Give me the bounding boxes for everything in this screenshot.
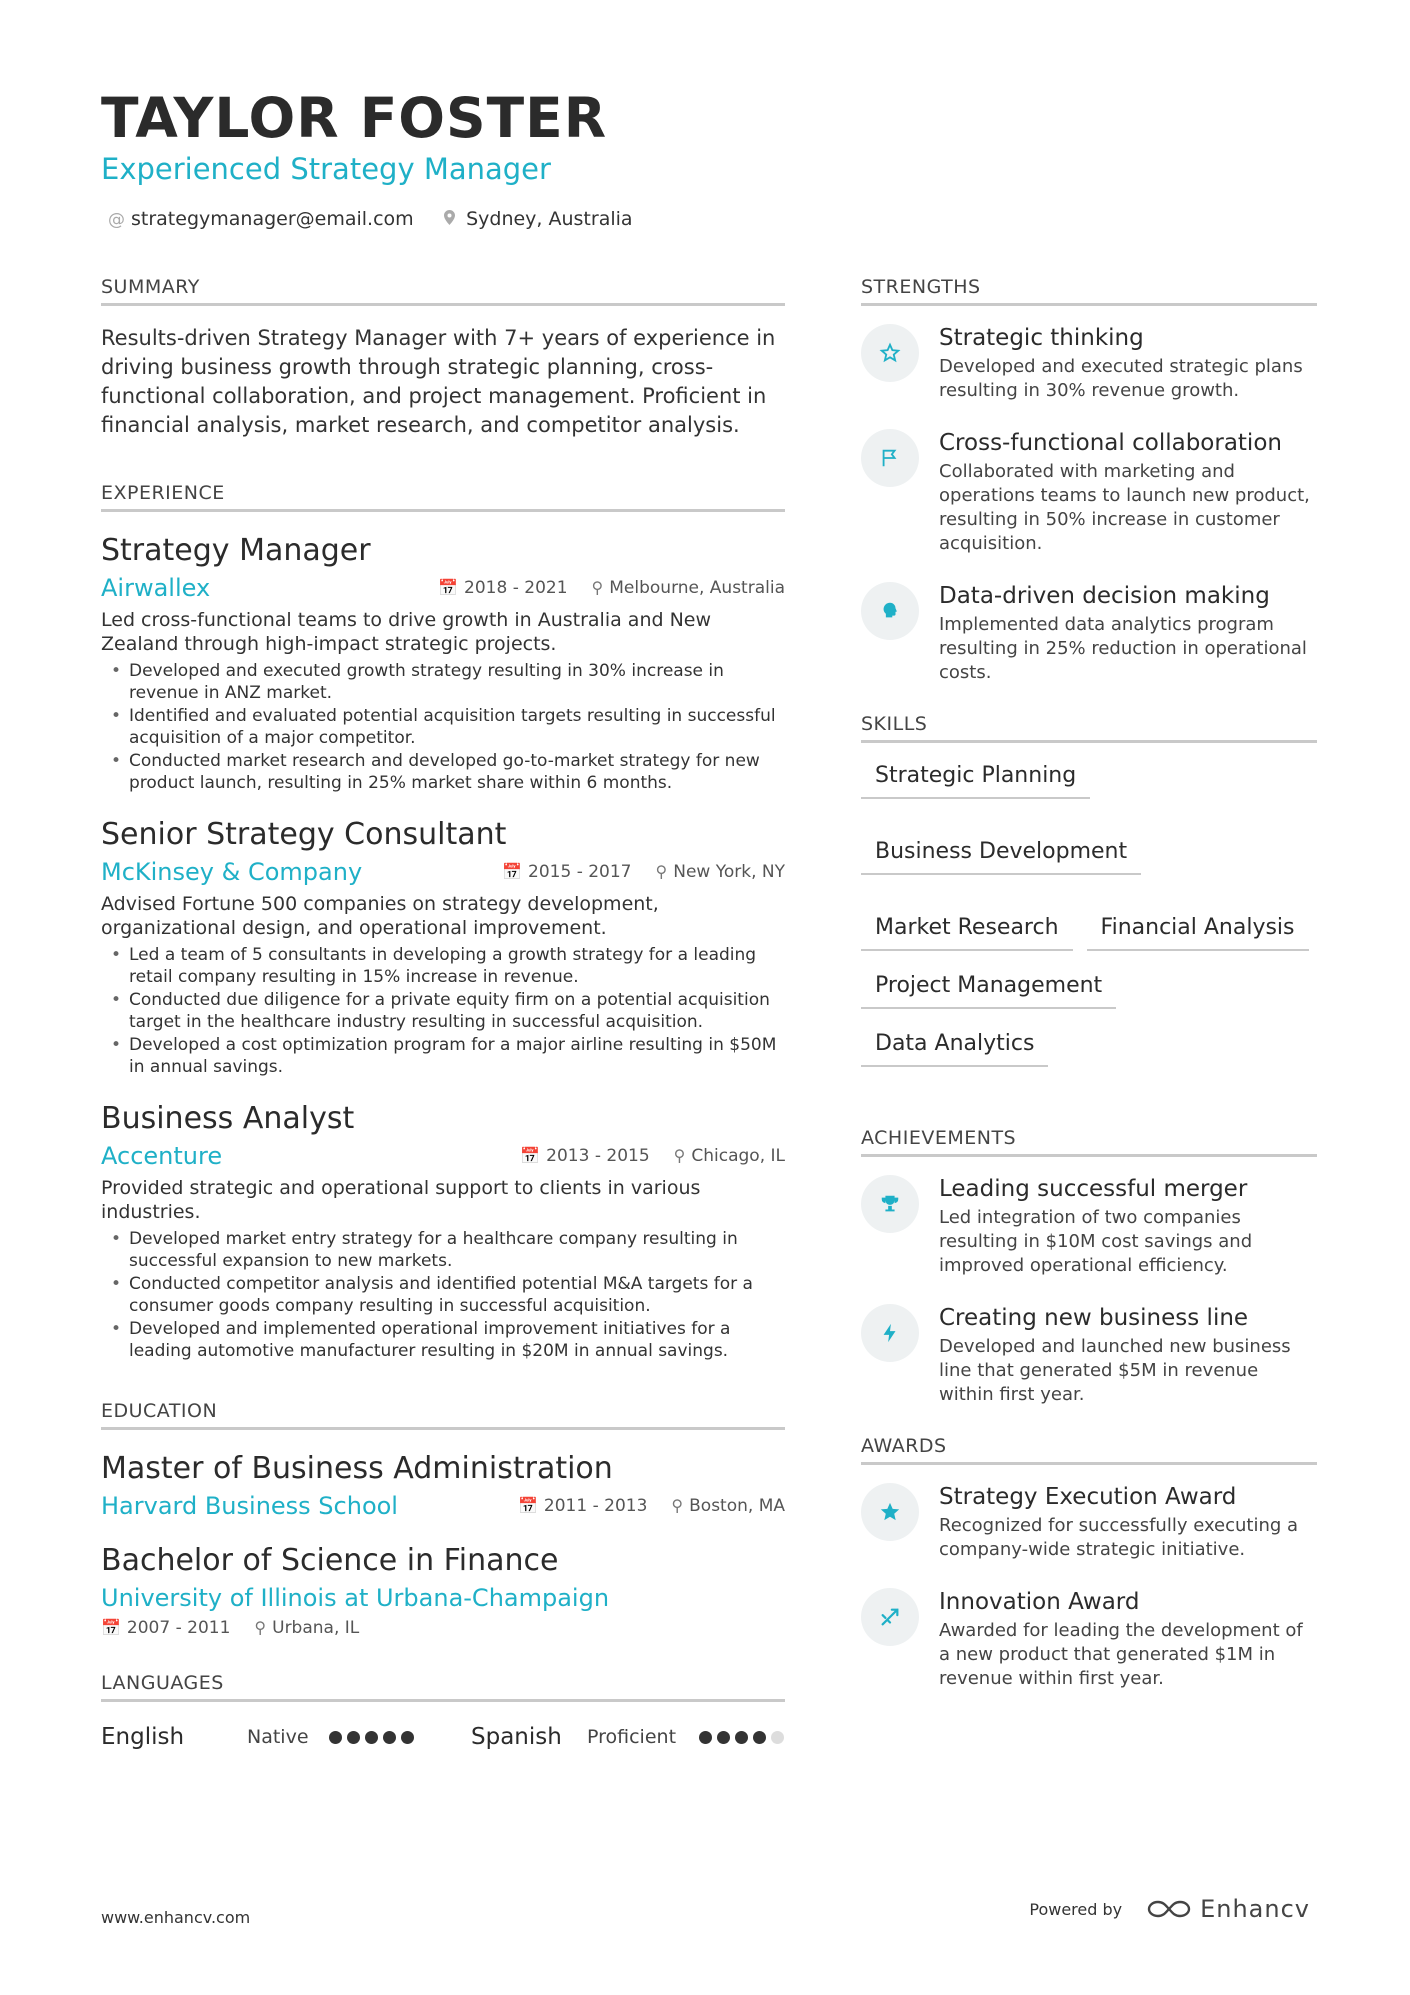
- brand-text: Enhancv: [1200, 1895, 1310, 1923]
- pin-icon: ⚲: [655, 862, 668, 881]
- rating-dot: [329, 1731, 342, 1744]
- dates-text: 2007 - 2011: [126, 1618, 231, 1638]
- location-text: Boston, MA: [689, 1496, 785, 1516]
- strengths-heading: STRENGTHS: [861, 276, 1317, 306]
- education-section: [101, 1400, 785, 1638]
- location-text: Chicago, IL: [691, 1146, 785, 1166]
- languages-heading: LANGUAGES: [101, 1672, 785, 1702]
- star-icon: [861, 1483, 919, 1541]
- lightning-icon: [861, 1304, 919, 1362]
- item-description: Implemented data analytics program resulting in 25% reduction in operational costs.: [939, 614, 1307, 683]
- item-body: [939, 1175, 1317, 1278]
- rating-dot: [347, 1731, 360, 1744]
- school-name: Harvard Business School: [101, 1492, 398, 1520]
- dates-text: 2011 - 2013: [543, 1496, 648, 1516]
- email-text: strategymanager@email.com: [131, 208, 414, 230]
- language-name: English: [101, 1724, 185, 1750]
- rating-dot: [401, 1731, 414, 1744]
- achievements-item: [861, 1175, 1317, 1278]
- job-row: [101, 1142, 785, 1170]
- bullet-item: • Led a team of 5 consultants in developing a growth strategy for a leading retail company resulting in 15% increase in revenue.: [101, 944, 785, 988]
- dates-text: 2018 - 2021: [464, 578, 568, 598]
- experience-section: [101, 482, 785, 1362]
- location-contact: [444, 208, 633, 230]
- education-row: [101, 1492, 785, 1520]
- experience-item: [101, 1100, 785, 1362]
- footer-branding: [1029, 1895, 1310, 1923]
- degree-title: Bachelor of Science in Finance: [101, 1543, 559, 1578]
- school-name: University of Illinois at Urbana-Champaign: [101, 1584, 610, 1612]
- item-description: Led integration of two companies resulting in $10M cost savings and improved operational efficiency.: [939, 1207, 1253, 1276]
- flag-icon: [861, 429, 919, 487]
- bullet-item: • Conducted market research and developed go-to-market strategy for new product launch, resulting in 25% market share within 6 months.: [101, 750, 785, 794]
- education-location: [254, 1618, 359, 1638]
- bullet-item: • Developed a cost optimization program for a major airline resulting in $50M in annual savings.: [101, 1034, 785, 1078]
- job-meta: [520, 1146, 785, 1166]
- job-description: Advised Fortune 500 companies on strategy development, organizational design, and operational improvement.: [101, 893, 659, 939]
- location-text: Urbana, IL: [272, 1618, 360, 1638]
- education-item: [101, 1450, 785, 1520]
- contact-info: [108, 208, 633, 230]
- rating-dot: [383, 1731, 396, 1744]
- awards-heading: AWARDS: [861, 1435, 1317, 1465]
- rating-dot: [735, 1731, 748, 1744]
- calendar-icon: 📅: [518, 1496, 538, 1515]
- job-dates: [438, 578, 567, 598]
- candidate-title: Experienced Strategy Manager: [101, 152, 551, 186]
- degree-title: Master of Business Administration: [101, 1451, 613, 1486]
- pin-icon: ⚲: [591, 578, 604, 597]
- pin-icon: ⚲: [254, 1618, 267, 1637]
- enhancv-logo-icon: [1146, 1898, 1192, 1920]
- awards-section: [861, 1435, 1317, 1691]
- job-row: [101, 858, 785, 886]
- job-bullets: [101, 660, 785, 794]
- education-item: [101, 1542, 785, 1638]
- skill-tag: Strategic Planning: [861, 759, 1090, 799]
- job-description: Provided strategic and operational support to clients in various industries.: [101, 1177, 701, 1223]
- achievements-heading: ACHIEVEMENTS: [861, 1127, 1317, 1157]
- pin-icon: ⚲: [671, 1496, 684, 1515]
- skill-tag: Market Research: [861, 911, 1073, 951]
- item-body: [939, 429, 1317, 556]
- item-title: Innovation Award: [939, 1589, 1140, 1615]
- company-name: Accenture: [101, 1142, 223, 1170]
- language-rating: [699, 1731, 784, 1744]
- rating-dot: [717, 1731, 730, 1744]
- job-location: [674, 1146, 785, 1166]
- skill-tag: Financial Analysis: [1087, 911, 1309, 951]
- language-rating: [329, 1731, 414, 1744]
- language-level: Native: [247, 1726, 309, 1748]
- education-meta: [101, 1618, 785, 1638]
- languages-row: [101, 1724, 785, 1750]
- summary-text: Results-driven Strategy Manager with 7+ years of experience in driving business growth through strategic planning, cross-functional collaboration, and project management. Proficient in financial analysis, market research, and competitor analysis.: [101, 326, 776, 437]
- education-dates: [518, 1496, 647, 1516]
- awards-item: [861, 1483, 1317, 1562]
- footer-website[interactable]: www.enhancv.com: [101, 1908, 251, 1927]
- job-dates: [502, 862, 631, 882]
- dates-text: 2015 - 2017: [528, 862, 632, 882]
- pin-icon: [444, 210, 460, 230]
- education-meta: [518, 1496, 785, 1516]
- at-icon: @: [108, 210, 125, 230]
- skill-tag: Data Analytics: [861, 1027, 1048, 1067]
- job-title: Senior Strategy Consultant: [101, 817, 507, 852]
- location-text: Sydney, Australia: [466, 208, 633, 230]
- item-description: Recognized for successfully executing a company-wide strategic initiative.: [939, 1515, 1299, 1560]
- skills-list: [861, 759, 1317, 1067]
- education-heading: EDUCATION: [101, 1400, 785, 1430]
- calendar-icon: 📅: [520, 1146, 541, 1165]
- awards-item: [861, 1588, 1317, 1691]
- candidate-name: TAYLOR FOSTER: [101, 86, 608, 150]
- skill-tag: Business Development: [861, 835, 1141, 875]
- strengths-item: [861, 429, 1317, 556]
- location-text: New York, NY: [673, 862, 785, 882]
- education-dates: [101, 1618, 230, 1638]
- item-description: Awarded for leading the development of a new product that generated $1M in revenue within first year.: [939, 1620, 1303, 1689]
- summary-section: [101, 276, 785, 440]
- item-description: Collaborated with marketing and operations teams to launch new product, resulting in 50% increase in customer acquisition.: [939, 461, 1310, 554]
- language-name: Spanish: [471, 1724, 562, 1750]
- item-body: [939, 1483, 1317, 1562]
- job-meta: [502, 862, 785, 882]
- languages-section: [101, 1672, 785, 1750]
- item-title: Cross-functional collaboration: [939, 430, 1282, 456]
- summary-heading: SUMMARY: [101, 276, 785, 306]
- achievements-item: [861, 1304, 1317, 1407]
- item-body: [939, 582, 1317, 685]
- trophy-icon: [861, 1175, 919, 1233]
- item-body: [939, 1304, 1317, 1407]
- experience-item: [101, 816, 785, 1078]
- item-description: Developed and launched new business line that generated $5M in revenue within first year.: [939, 1336, 1291, 1405]
- bullet-item: • Developed and executed growth strategy resulting in 30% increase in revenue in ANZ market.: [101, 660, 785, 704]
- item-title: Leading successful merger: [939, 1176, 1248, 1202]
- job-meta: [438, 578, 785, 598]
- item-body: [939, 324, 1317, 403]
- job-location: [592, 578, 785, 598]
- rating-dot: [365, 1731, 378, 1744]
- job-title: Business Analyst: [101, 1101, 355, 1136]
- calendar-icon: 📅: [101, 1618, 121, 1637]
- item-title: Strategy Execution Award: [939, 1484, 1237, 1510]
- item-body: [939, 1588, 1317, 1691]
- bullet-item: • Conducted due diligence for a private equity firm on a potential acquisition target in the healthcare industry resulting in successful acquisition.: [101, 989, 785, 1033]
- dates-text: 2013 - 2015: [546, 1146, 650, 1166]
- brain-icon: [861, 582, 919, 640]
- email-contact[interactable]: [108, 208, 414, 230]
- rating-dot: [699, 1731, 712, 1744]
- item-title: Data-driven decision making: [939, 583, 1270, 609]
- strengths-item: [861, 582, 1317, 685]
- strengths-section: [861, 276, 1317, 685]
- experience-item: [101, 532, 785, 794]
- job-bullets: [101, 944, 785, 1078]
- bullet-item: • Developed and implemented operational improvement initiatives for a leading automotive manufacturer resulting in $20M in annual savings.: [101, 1318, 785, 1362]
- job-location: [656, 862, 785, 882]
- enhancv-logo[interactable]: [1146, 1895, 1310, 1923]
- rating-dot: [771, 1731, 784, 1744]
- experience-heading: EXPERIENCE: [101, 482, 785, 512]
- job-title: Strategy Manager: [101, 533, 371, 568]
- job-row: [101, 574, 785, 602]
- language-item: [471, 1724, 784, 1750]
- pin-icon: ⚲: [673, 1146, 686, 1165]
- strengths-item: [861, 324, 1317, 403]
- job-description: Led cross-functional teams to drive growth in Australia and New Zealand through high-impact strategic projects.: [101, 609, 712, 655]
- calendar-icon: 📅: [438, 578, 459, 597]
- rating-dot: [753, 1731, 766, 1744]
- innovation-icon: [861, 1588, 919, 1646]
- job-dates: [520, 1146, 649, 1166]
- skills-heading: SKILLS: [861, 713, 1317, 743]
- bullet-item: • Developed market entry strategy for a healthcare company resulting in successful expansion to new markets.: [101, 1228, 785, 1272]
- right-column: [861, 276, 1317, 1717]
- calendar-icon: 📅: [502, 862, 523, 881]
- bullet-item: • Identified and evaluated potential acquisition targets resulting in successful acquisition of a major competitor.: [101, 705, 785, 749]
- company-name: McKinsey & Company: [101, 858, 363, 886]
- bullet-item: • Conducted competitor analysis and identified potential M&A targets for a consumer goods company resulting in successful acquisition.: [101, 1273, 785, 1317]
- star-icon: [861, 324, 919, 382]
- language-level: Proficient: [587, 1726, 677, 1748]
- language-item: [101, 1724, 471, 1750]
- location-text: Melbourne, Australia: [609, 578, 785, 598]
- powered-by-text: Powered by: [1029, 1899, 1123, 1919]
- company-name: Airwallex: [101, 574, 211, 602]
- item-description: Developed and executed strategic plans resulting in 30% revenue growth.: [939, 356, 1303, 401]
- left-column: [101, 276, 785, 1750]
- skills-section: [861, 713, 1317, 1067]
- achievements-section: [861, 1127, 1317, 1407]
- skill-tag: Project Management: [861, 969, 1116, 1009]
- item-title: Strategic thinking: [939, 325, 1144, 351]
- item-title: Creating new business line: [939, 1305, 1249, 1331]
- education-location: [671, 1496, 785, 1516]
- job-bullets: [101, 1228, 785, 1362]
